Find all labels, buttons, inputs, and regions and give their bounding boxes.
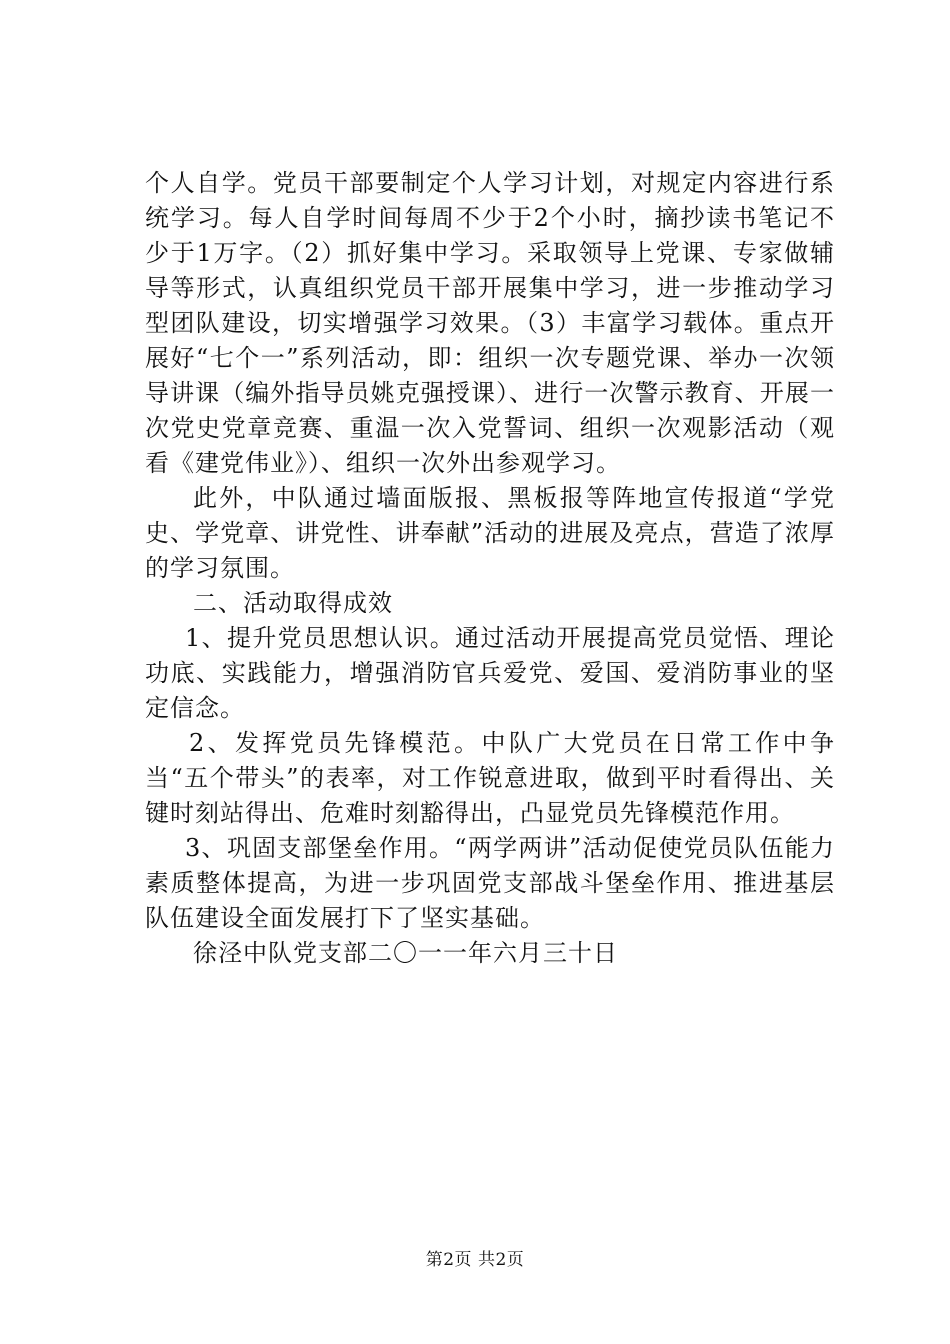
paragraph-result-2: 2、发挥党员先锋模范。中队广大党员在日常工作中争当“五个带头”的表率，对工作锐意进取，做到平时看得出、关键时刻站得出、危难时刻豁得出，凸显党员先锋模范作用。 — [145, 729, 835, 827]
paragraph-publicity: 此外，中队通过墙面版报、黑板报等阵地宣传报道“学党史、学党章、讲党性、讲奉献”活动的进展及亮点，营造了浓厚的学习氛围。 — [145, 484, 835, 582]
paragraph-result-3: 3、巩固支部堡垒作用。“两学两讲”活动促使党员队伍能力素质整体提高，为进一步巩固党支部战斗堡垒作用、推进基层队伍建设全面发展打下了坚实基础。 — [145, 834, 835, 932]
document-body — [145, 166, 835, 971]
signature-date-line: 徐泾中队党支部二〇一一年六月三十日 — [193, 939, 618, 967]
paragraph-result-1: 1、提升党员思想认识。通过活动开展提高党员觉悟、理论功底、实践能力，增强消防官兵爱党、爱国、爱消防事业的坚定信念。 — [145, 624, 835, 722]
page-number-footer: 第2页 共2页 — [425, 1250, 525, 1270]
section-heading-results: 二、活动取得成效 — [193, 589, 393, 617]
paragraph-self-study: 个人自学。党员干部要制定个人学习计划，对规定内容进行系统学习。每人自学时间每周不少于2个小时，摘抄读书笔记不少于1万字。（2）抓好集中学习。采取领导上党课、专家做辅导等形式，认真组织党员干部开展集中学习，进一步推动学习型团队建设，切实增强学习效果。（3）丰富学习载体。重点开展好“七个一”系列活动，即：组织一次专题党课、举办一次领导讲课（编外指导员姚克强授课）、进行一次警示教育、开展一次党史党章竞赛、重温一次入党誓词、组织一次观影活动（观看《建党伟业》）、组织一次外出参观学习。 — [145, 169, 835, 477]
